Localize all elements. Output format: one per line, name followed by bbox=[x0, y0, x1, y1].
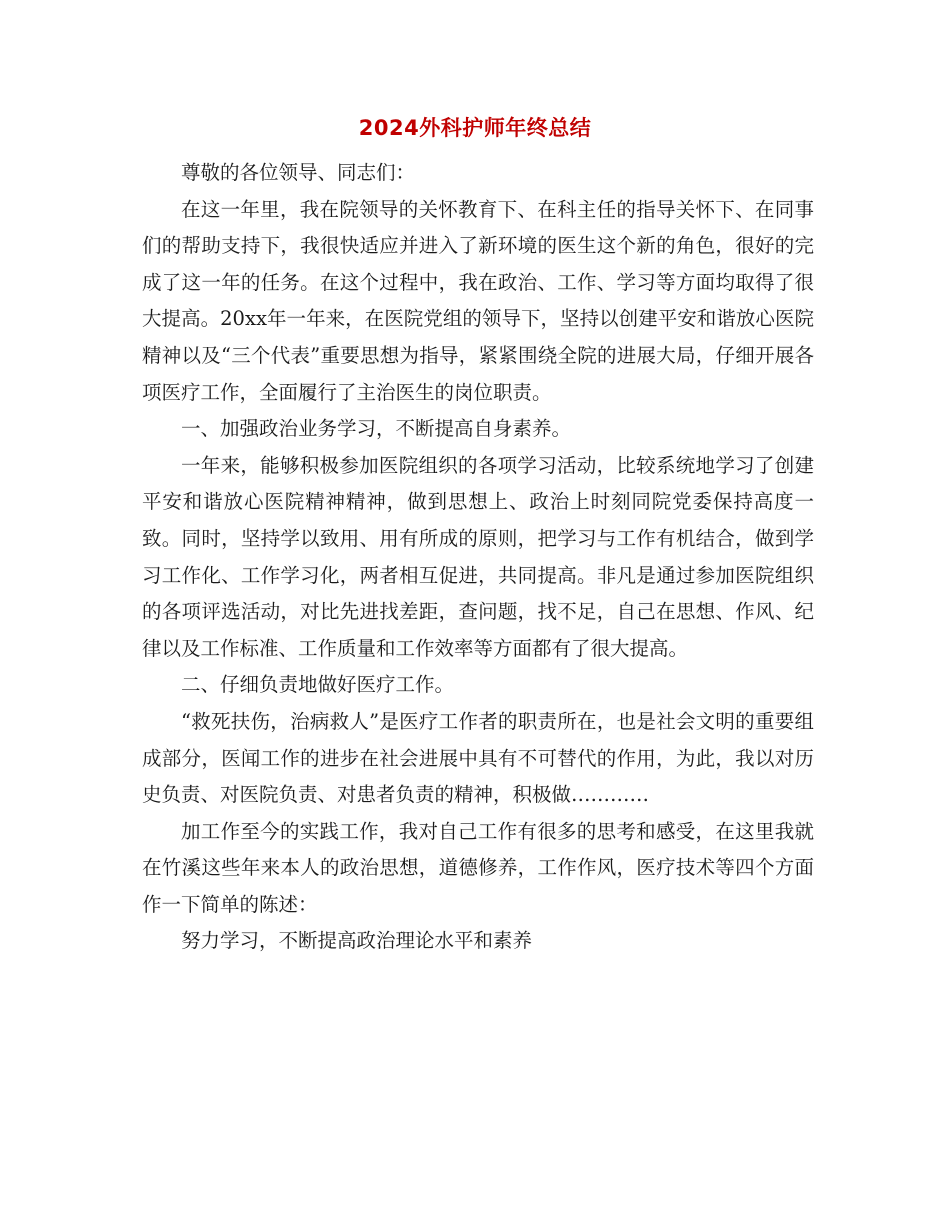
section-heading-2: 二、仔细负责地做好医疗工作。 bbox=[181, 673, 455, 697]
section-2-paragraph: “救死扶伤，治病救人”是医疗工作者的职责所在，也是社会文明的重要组成部分，医闻工作的进步在社会进展中具有不可替代的作用，为此，我以对历史负责、对医院负责、对患者负责的精神，积极做………… bbox=[142, 709, 814, 807]
study-heading: 努力学习，不断提高政治理论水平和素养 bbox=[181, 929, 533, 953]
section-heading-1: 一、加强政治业务学习，不断提高自身素养。 bbox=[181, 417, 572, 441]
practice-paragraph: 加工作至今的实践工作，我对自己工作有很多的思考和感受，在这里我就在竹溪这些年来本人的政治思想，道德修养，工作作风，医疗技术等四个方面作一下简单的陈述： bbox=[142, 819, 814, 916]
section-1-paragraph: 一年来，能够积极参加医院组织的各项学习活动，比较系统地学习了创建平安和谐放心医院精神精神，做到思想上、政治上时刻同院党委保持高度一致。同时，坚持学以致用、用有所成的原则，把学习与工作有机结合，做到学习工作化、工作学习化，两者相互促进，共同提高。非凡是通过参加医院组织的各项评选活动，对比先进找差距，查问题，找不足，自己在思想、作风、纪律以及工作标准、工作质量和工作效率等方面都有了很大提高。 bbox=[142, 453, 814, 660]
document-title: 2024外科护师年终总结 bbox=[358, 116, 592, 140]
salutation-paragraph: 尊敬的各位领导、同志们： bbox=[181, 161, 416, 184]
intro-paragraph: 在这一年里，我在院领导的关怀教育下、在科主任的指导关怀下、在同事们的帮助支持下，我很快适应并进入了新环境的医生这个新的角色，很好的完成了这一年的任务。在这个过程中，我在政治、工作、学习等方面均取得了很大提高。20xx年一年来，在医院党组的领导下，坚持以创建平安和谐放心医院精神以及“三个代表”重要思想为指导，紧紧围绕全院的进展大局，仔细开展各项医疗工作，全面履行了主治医生的岗位职责。 bbox=[142, 197, 814, 404]
document-body bbox=[142, 155, 814, 960]
